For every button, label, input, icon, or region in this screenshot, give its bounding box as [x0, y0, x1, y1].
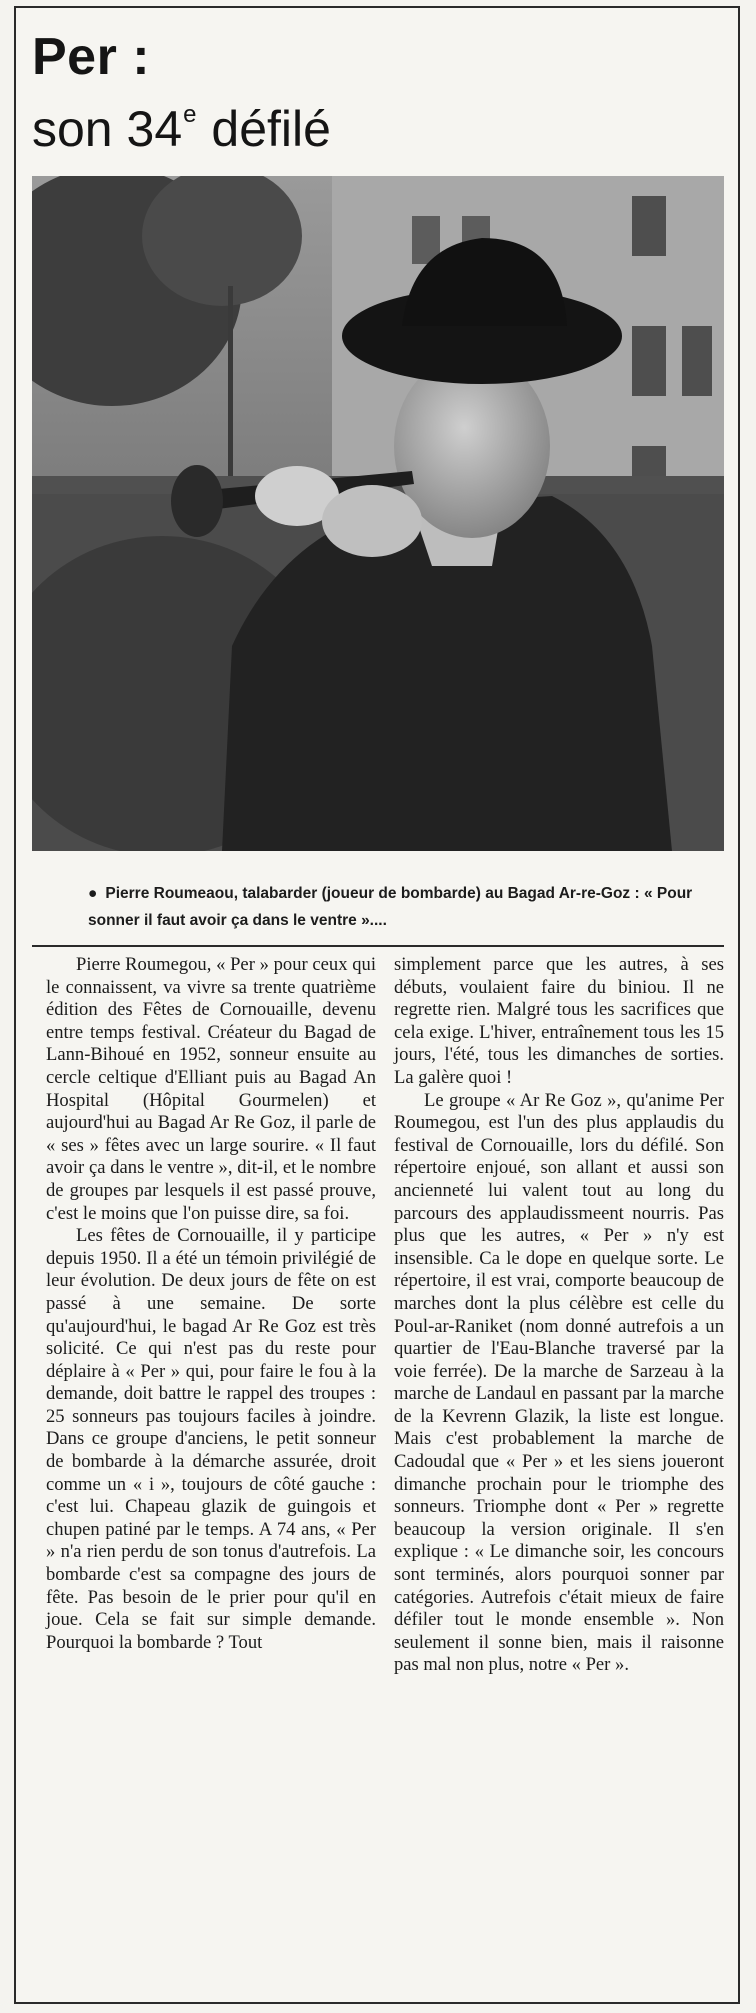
- article-photo: [32, 176, 724, 851]
- headline: [32, 28, 331, 158]
- caption-text: Pierre Roumeaou, talabarder (joueur de bombarde) au Bagad Ar-re-Goz : « Pour sonner il faut avoir ça dans le ventre »....: [88, 885, 693, 929]
- paragraph: Pierre Roumegou, « Per » pour ceux qui le connaissent, va vivre sa trente quatrième édition des Fêtes de Cornouaille, devenu entre temps festival. Créateur du Bagad de Lann-Bihoué en 1952, sonneur ensuite au cercle celtique d'Elliant puis au Bagad An Hospital (Hôpital Gourmelen) et aujourd'hui au Bagad Ar Re Goz, il parle de « ses » fêtes avec un large sourire. « Il faut avoir ça dans le ventre », dit-il, et le nombre de groupes par lesquels il est passé prouve, c'est le moins que l'on puisse dire, sa foi.: [46, 954, 376, 1224]
- photo-caption: [88, 880, 714, 934]
- headline-suffix: défilé: [211, 101, 331, 157]
- paragraph: simplement parce que les autres, à ses débuts, voulaient faire du biniou. Il ne regrette rien. Malgré tous les sacrifices que cela exige. L'hiver, entraînement tous les 15 jours, l'été, tous les dimanches de sorties. La galère quoi !: [394, 954, 724, 1088]
- paragraph: Les fêtes de Cornouaille, il y participe depuis 1950. Il a été un témoin privilégié de leur évolution. De deux jours de fête on est passé à une semaine. De sorte qu'aujourd'hui, le bagad Ar Re Goz est très solicité. Ce qui n'est pas du reste pour déplaire à « Per » qui, pour faire le fou à la demande, doit battre le rappel des troupes : 25 sonneurs pas toujours faciles à joindre. Dans ce groupe d'anciens, le petit sonneur de bombarde à la démarche assurée, droit comme un « i », toujours de côté gauche : c'est lui. Chapeau glazik de guingois et chupen patiné par le temps. A 74 ans, « Per » n'a rien perdu de son tonus d'autrefois. La bombarde c'est sa compagne des jours de fête. Pas besoin de le prier pour qu'il en joue. Cela se fait sur simple demande. Pourquoi la bombarde ? Tout: [46, 1225, 376, 1653]
- article-column-right: [394, 954, 724, 1677]
- article-column-left: [46, 954, 376, 1654]
- headline-line-2: [32, 86, 331, 158]
- newspaper-clipping: [14, 6, 740, 2004]
- caption-divider: [32, 945, 724, 947]
- paragraph: Le groupe « Ar Re Goz », qu'anime Per Roumegou, est l'un des plus applaudis du festival de Cornouaille, lors du défilé. Son répertoire enjoué, son allant et aussi son ancienneté lui valent tout au long du parcours des applaudissmeent nourris. Pas plus que les autres, « Per » n'y est insensible. Ca le dope en quelque sorte. Le répertoire, il est vrai, comporte beaucoup de marches dont la plus célèbre est celle du Poul-ar-Raniket (nom donné autrefois a un quartier de l'Eau-Blanche traversé par la voie ferrée). De la marche de Sarzeau à la marche de Landaul en passant par la marche de la Kevrenn Glazik, la liste est longue. Mais c'est probablement la marche de Cadoudal que « Per » et les siens joueront dimanche prochain pour le triomphe des sonneurs. Triomphe dont « Per » regrette beaucoup la version originale. Il s'en explique : « Le dimanche soir, les concours sont terminés, alors pourquoi sonner par catégories. Autrefois c'était mieux de faire défiler tout le monde ensemble ». Non seulement il sonne bien, mais il raisonne pas mal non plus, notre « Per ».: [394, 1089, 724, 1676]
- musician-photo-illustration: [32, 176, 724, 851]
- headline-line-1: Per :: [32, 28, 151, 86]
- caption-bullet: ●: [88, 885, 98, 902]
- headline-superscript: e: [183, 101, 197, 128]
- headline-prefix: son 34: [32, 101, 183, 157]
